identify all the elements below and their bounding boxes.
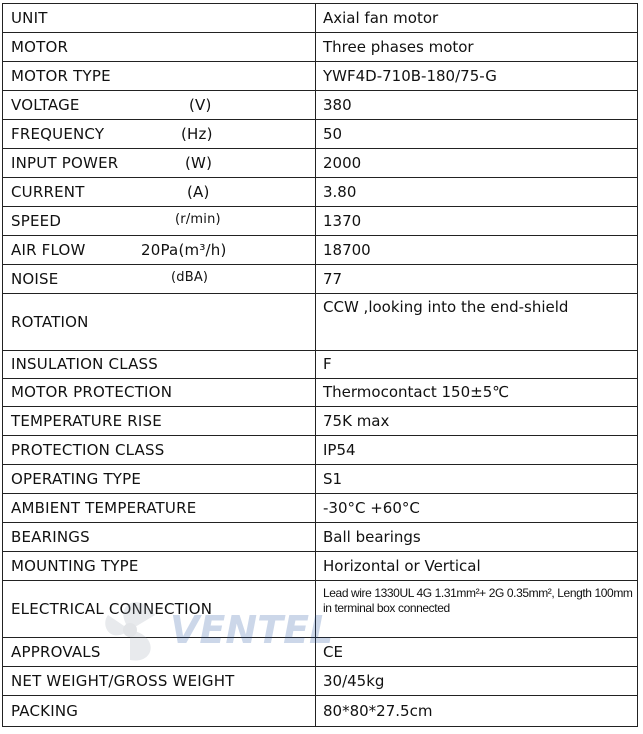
spec-row-noise bbox=[3, 265, 638, 294]
spec-row-ambient-temperature bbox=[3, 494, 638, 523]
spec-row-net-gross-weight bbox=[3, 667, 638, 696]
row-value: CCW ,looking into the end-shield bbox=[316, 294, 638, 351]
spec-row-air-flow bbox=[3, 236, 638, 265]
row-label: TEMPERATURE RISE bbox=[3, 407, 316, 436]
row-label: PROTECTION CLASS bbox=[3, 436, 316, 465]
spec-row-packing bbox=[3, 696, 638, 727]
spec-row-protection-class bbox=[3, 436, 638, 465]
spec-row-rotation bbox=[3, 294, 638, 351]
row-label: PACKING bbox=[3, 696, 316, 727]
spec-row-speed bbox=[3, 207, 638, 236]
row-value: 80*80*27.5cm bbox=[316, 696, 638, 727]
row-value: Three phases motor bbox=[316, 33, 638, 62]
row-label: FREQUENCY (Hz) bbox=[3, 120, 316, 149]
row-unit: (Hz) bbox=[181, 124, 213, 143]
row-value: Thermocontact 150±5℃ bbox=[316, 379, 638, 407]
spec-row-approvals bbox=[3, 638, 638, 667]
row-unit: (V) bbox=[189, 95, 212, 114]
row-value: Lead wire 1330UL 4G 1.31mm²+ 2G 0.35mm², Length 100mm in terminal box connected bbox=[316, 581, 638, 638]
row-label: MOTOR bbox=[3, 33, 316, 62]
row-value: 77 bbox=[316, 265, 638, 294]
row-label: INPUT POWER (W) bbox=[3, 149, 316, 178]
row-value: 380 bbox=[316, 91, 638, 120]
row-label: SPEED (r/min) bbox=[3, 207, 316, 236]
row-value: -30°C +60°C bbox=[316, 494, 638, 523]
spec-row-current bbox=[3, 178, 638, 207]
row-value: 1370 bbox=[316, 207, 638, 236]
spec-row-temperature-rise bbox=[3, 407, 638, 436]
specification-table bbox=[2, 3, 638, 727]
spec-row-motor-type bbox=[3, 62, 638, 91]
row-value: 50 bbox=[316, 120, 638, 149]
row-value: 30/45kg bbox=[316, 667, 638, 696]
row-label: AMBIENT TEMPERATURE bbox=[3, 494, 316, 523]
row-label: APPROVALS bbox=[3, 638, 316, 667]
row-label: BEARINGS bbox=[3, 523, 316, 552]
row-value: 75K max bbox=[316, 407, 638, 436]
row-unit: 20Pa(m³/h) bbox=[141, 240, 227, 259]
row-unit: (W) bbox=[185, 153, 213, 172]
spec-row-unit bbox=[3, 4, 638, 33]
spec-row-insulation-class bbox=[3, 351, 638, 379]
row-label: MOTOR TYPE bbox=[3, 62, 316, 91]
row-value: IP54 bbox=[316, 436, 638, 465]
row-label: ROTATION bbox=[3, 294, 316, 351]
watermark-text: VENTEL bbox=[170, 608, 334, 652]
spec-row-electrical-connection bbox=[3, 581, 638, 638]
row-label: AIR FLOW 20Pa(m³/h) bbox=[3, 236, 316, 265]
row-value: 3.80 bbox=[316, 178, 638, 207]
row-label: INSULATION CLASS bbox=[3, 351, 316, 379]
spec-row-motor-protection bbox=[3, 379, 638, 407]
row-value: Ball bearings bbox=[316, 523, 638, 552]
spec-row-input-power bbox=[3, 149, 638, 178]
spec-row-operating-type bbox=[3, 465, 638, 494]
row-label: MOTOR PROTECTION bbox=[3, 379, 316, 407]
row-label: NET WEIGHT/GROSS WEIGHT bbox=[3, 667, 316, 696]
row-value: Horizontal or Vertical bbox=[316, 552, 638, 581]
spec-row-frequency bbox=[3, 120, 638, 149]
row-value: Axial fan motor bbox=[316, 4, 638, 33]
row-value: F bbox=[316, 351, 638, 379]
row-unit: (dBA) bbox=[171, 269, 209, 285]
row-label: MOUNTING TYPE bbox=[3, 552, 316, 581]
spec-row-bearings bbox=[3, 523, 638, 552]
row-value: CE bbox=[316, 638, 638, 667]
spec-row-voltage bbox=[3, 91, 638, 120]
spec-row-motor bbox=[3, 33, 638, 62]
row-value: 2000 bbox=[316, 149, 638, 178]
row-label: OPERATING TYPE bbox=[3, 465, 316, 494]
row-label: CURRENT (A) bbox=[3, 178, 316, 207]
row-value: YWF4D-710B-180/75-G bbox=[316, 62, 638, 91]
row-label: NOISE (dBA) bbox=[3, 265, 316, 294]
spec-row-mounting-type bbox=[3, 552, 638, 581]
row-unit: (A) bbox=[187, 182, 210, 201]
row-label: VOLTAGE (V) bbox=[3, 91, 316, 120]
row-value: 18700 bbox=[316, 236, 638, 265]
row-label: UNIT bbox=[3, 4, 316, 33]
row-label: ELECTRICAL CONNECTION bbox=[3, 581, 316, 638]
row-unit: (r/min) bbox=[175, 211, 221, 227]
row-value: S1 bbox=[316, 465, 638, 494]
